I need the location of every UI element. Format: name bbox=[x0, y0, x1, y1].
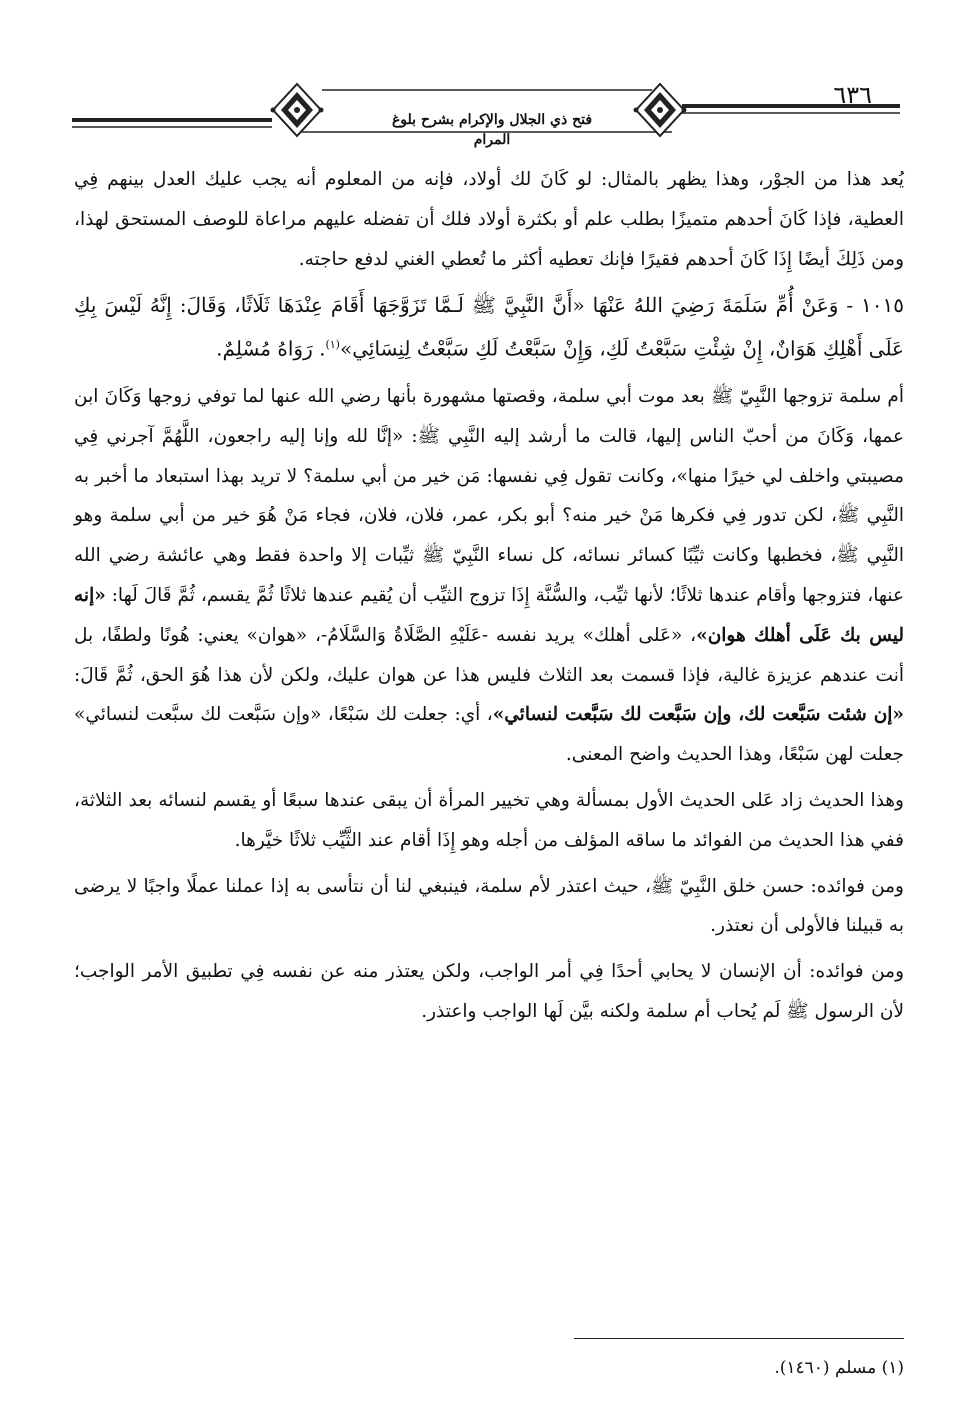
diamond-ornament-icon bbox=[634, 84, 687, 136]
footnote: (١) مسلم (١٤٦٠). bbox=[774, 1358, 904, 1378]
running-title: فتح ذي الجلال والإكرام بشرح بلوغ المرام bbox=[391, 112, 593, 148]
diamond-ornament-icon bbox=[271, 84, 324, 136]
paragraph: يُعد هذا من الجوْر، وهذا يظهر بالمثال: لو كَانَ لك أولاد، فإنه من المعلوم أنه يجب عليك العدل بينهم فِي العطية، فإذا كَانَ أحدهم متميزًا بطلب علم أو بكثرة أولاد فلك أن تفضله عليهم مراعاة للوصف المستحق لهذا، ومن ذَلِكَ أيضًا إِذَا كَانَ أحدهم فقيرًا فإنك تعطيه أكثر ما تُعطي الغني لدفع حاجته. bbox=[74, 169, 904, 270]
paragraph: ومن فوائده: أن الإنسان لا يحابي أحدًا فِي أمر الواجب، ولكن يعتذر منه عن نفسه فِي تطبيق الأمر الواجب؛ لأن الرسول ﷺ لَم يُحاب أم سلمة ولكنه بيَّن لَها الواجب واعتذر. bbox=[74, 961, 904, 1022]
paragraph-text: ، «عَلى أهلك» يريد نفسه -عَلَيْهِ الصَّلَاةُ وَالسَّلَامُ-، «هوان» يعني: هُونًا ولطفًا، بل أنت عندهم عزيزة غالية، فإذا قسمت بعد الثلاث فليس هذا عن هوان عليك، ولكن لأن هذا هُوَ الحق، ثُمَّ قَالَ: bbox=[74, 624, 904, 686]
hadith-text: ١٠١٥ - وَعَنْ أُمِّ سَلَمَةَ رَضِيَ اللهُ عَنْهَا «أَنَّ النَّبِيَّ ﷺ لَـمَّا تَزَوَّجَهَا أَقَامَ عِنْدَهَا ثَلَاثًا، وَقَالَ: إِنَّهُ لَيْسَ بِكِ عَلَى أَهْلِكِ هَوَانٌ، إِنْ شِئْتِ سَبَّعْتُ لَكِ، وَإِنْ سَبَّعْتُ لَكِ سَبَّعْتُ لِنِسَائِي» bbox=[74, 293, 904, 362]
running-header bbox=[72, 80, 912, 146]
bold-quote: «إن شئت سَبَّعت لك، وإن سَبَّعت لك سَبَّعت لنسائي» bbox=[492, 704, 904, 726]
hadith-paragraph bbox=[74, 285, 904, 369]
paragraph: ومن فوائده: حسن خلق النَّبِيّ ﷺ، حيث اعتذر لأم سلمة، فينبغي لنا أن نتأسى به إذا عملنا عملًا واجبًا لا يرضى به قبيلنا فالأولى أن نعتذر. bbox=[74, 875, 904, 937]
bold-quote: «إنه ليس بك عَلَى أهلك هوان» bbox=[74, 585, 904, 646]
paragraph: وهذا الحديث زاد عَلى الحديث الأول بمسألة وهي تخيير المرأة أن يبقى عندها سبعًا أو يقسم لنسائه بعد الثلاثة، ففي هذا الحديث من الفوائد ما ساقه المؤلف من أجله وهو إِذَا أقام عند الثَّيِّب ثلاثًا خيَّرها. bbox=[74, 790, 904, 851]
paragraph bbox=[74, 377, 904, 775]
footnote-ref: (١) bbox=[325, 338, 340, 352]
footnote-divider bbox=[574, 1338, 904, 1339]
page-body bbox=[74, 160, 904, 1038]
hadith-source: . رَوَاهُ مُسْلِمٌ. bbox=[216, 337, 326, 362]
paragraph-text: أم سلمة تزوجها النَّبِيّ ﷺ بعد موت أبي سلمة، وقصتها مشهورة بأنها رضي الله عنها لما توفي زوجها وَكَانَ ابن عمها، وَكَانَ من أحبّ الناس إليها، قالت ما أرشد إليه النَّبِي ﷺ: «إنَّا لله وإنا إليه راجعون، اللَّهُمَّ آجرني فِي مصيبتي واخلف لي خيرًا منها»، وكانت تقول فِي نفسها: مَن خير من أبي سلمة؟ لا تريد بهذا استبعاد ما أخبر به النَّبِي ﷺ، لكن تدور فِي فكرها مَنْ خير منه؟ أبو بكر، عمر، فلان، فلان، فجاء مَنْ هُوَ خير من أبي سلمة وهو النَّبِي ﷺ، فخطبها وكانت ثيِّبًا كسائر نسائه، كل نساء النَّبِيّ ﷺ ثيِّبات إلا واحدة فقط وهي عائشة رضي الله عنها، فتزوجها وأقام عندها ثلاثًا؛ لأنها ثيِّب، والسُّنَّة إِذَا تزوج الثيِّب أن يُقيم عندها ثلاثًا ثُمَّ يقسم، ثُمَّ قَالَ لَها: bbox=[74, 386, 904, 607]
page-number: ٦٣٦ bbox=[833, 81, 872, 109]
paragraph-text: ، أي: جعلت لك سَبْعًا، «وإن سَبَّعت لك سبَّعت لنسائي» جعلت لهن سَبْعًا، وهذا الحديث واضح المعنى. bbox=[74, 704, 904, 766]
